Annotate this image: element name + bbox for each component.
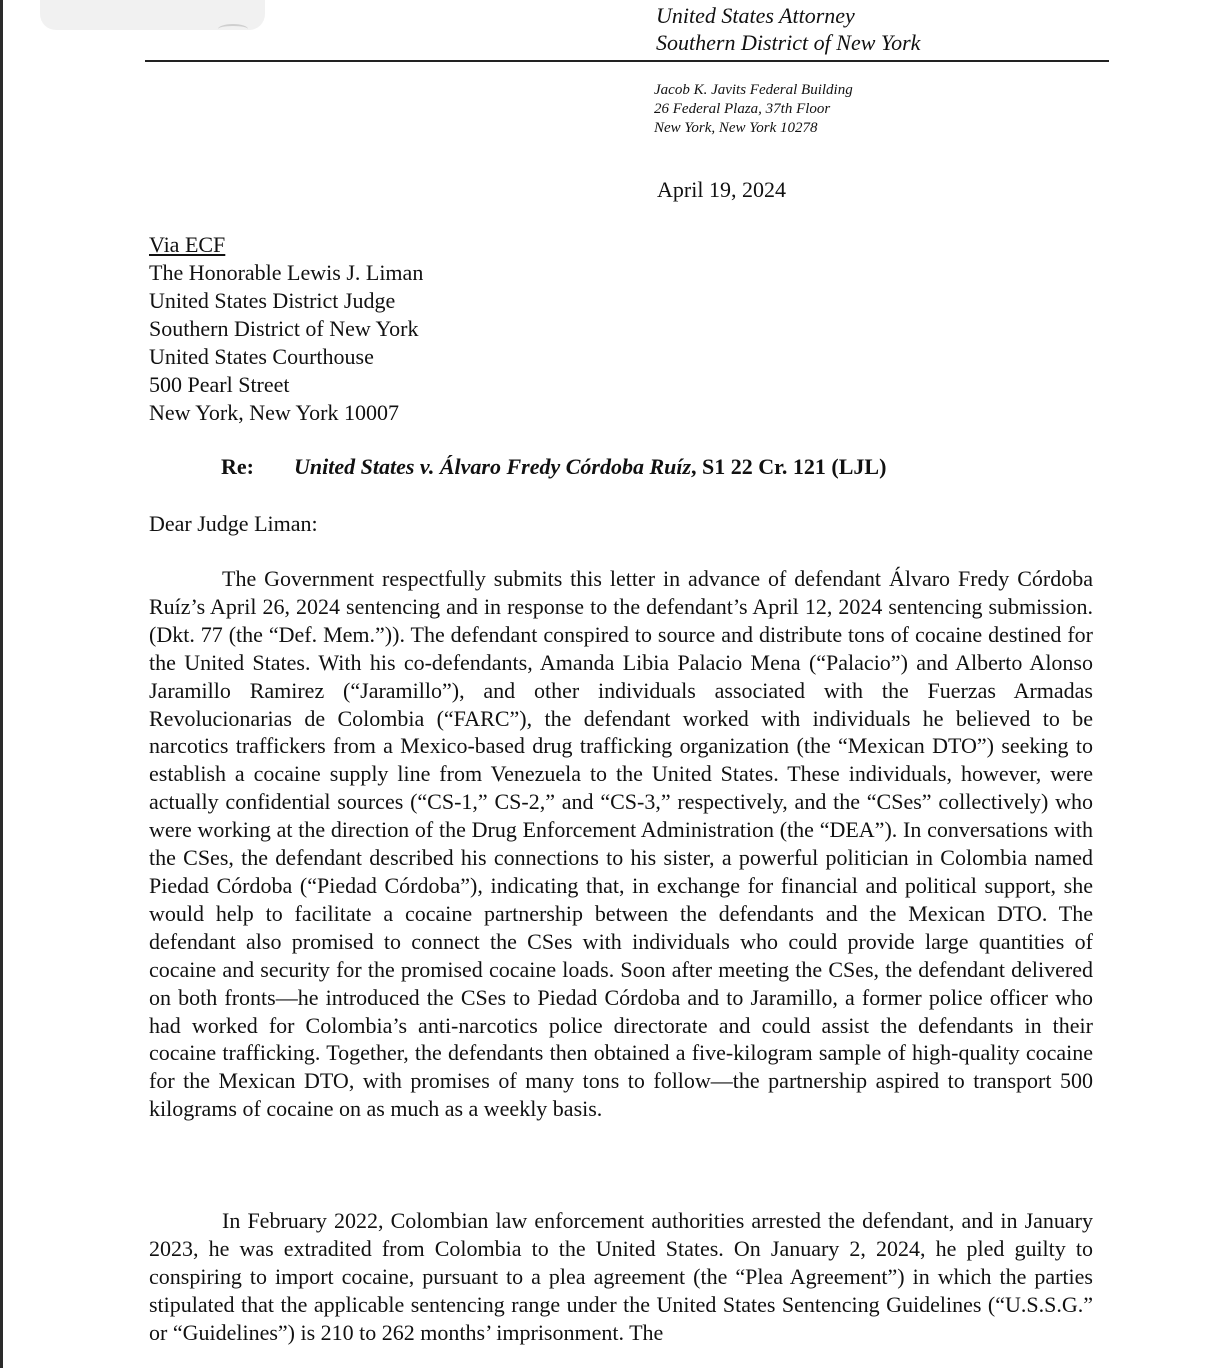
address-line-2: 26 Federal Plaza, 37th Floor	[654, 101, 831, 117]
subject-line	[221, 453, 886, 481]
browser-tab-fragment	[40, 0, 265, 30]
page-edge	[0, 0, 3, 1368]
letter-date: April 19, 2024	[657, 177, 786, 202]
recipient-block	[149, 231, 423, 427]
case-number: , S1 22 Cr. 121 (LJL)	[691, 454, 887, 479]
office-line-1: United States Attorney	[656, 3, 855, 28]
letterhead-divider	[145, 60, 1109, 62]
recipient-line: 500 Pearl Street	[149, 372, 290, 397]
recipient-line: United States District Judge	[149, 288, 396, 313]
address-line-1: Jacob K. Javits Federal Building	[654, 82, 853, 98]
body-paragraph: In February 2022, Colombian law enforcement authorities arrested the defendant, and in January 2023, he was extradited from Colombia to the United States. On January 2, 2024, he pled guilty to conspiring to import cocaine, pursuant to a plea agreement (the “Plea Agreement”) in which the parties stipulated that the applicable sentencing range under the United States Sentencing Guidelines (“U.S.S.G.” or “Guidelines”) is 210 to 262 months’ imprisonment. The	[149, 1208, 1093, 1345]
address-line-3: New York, New York 10278	[654, 120, 818, 136]
recipient-line: Southern District of New York	[149, 316, 419, 341]
body-paragraph: The Government respectfully submits this letter in advance of defendant Álvaro Fredy Córdoba Ruíz’s April 26, 2024 sentencing and in response to the defendant’s April 12, 2024 sentencing submission. (Dkt. 77 (the “Def. Mem.”)). The defendant conspired to source and distribute tons of cocaine destined for the United States. With his co-defendants, Amanda Libia Palacio Mena (“Palacio”) and Alberto Alonso Jaramillo Ramirez (“Jaramillo”), and other individuals associated with the Fuerzas Armadas Revolucionarias de Colombia (“FARC”), the defendant worked with individuals he believed to be narcotics traffickers from a Mexico-based drug trafficking organization (the “Mexican DTO”) seeking to establish a cocaine supply line from Venezuela to the United States. These individuals, however, were actually confidential sources (“CS-1,” CS-2,” and “CS-3,” respectively, and the “CSes” collectively) who were working at the direction of the Drug Enforcement Administration (the “DEA”). In conversations with the CSes, the defendant described his connections to his sister, a powerful politician in Colombia named Piedad Córdoba (“Piedad Córdoba”), indicating that, in exchange for financial and political support, she would help to facilitate a cocaine partnership between the defendants and the Mexican DTO. The defendant also promised to connect the CSes with individuals who could provide large quantities of cocaine and security for the promised cocaine loads. Soon after meeting the CSes, the defendant delivered on both fronts—he introduced the CSes to Piedad Córdoba and to Jaramillo, a former police officer who had worked for Colombia’s anti-narcotics police directorate and could assist the defendants in their cocaine trafficking. Together, the defendants then obtained a five-kilogram sample of high-quality cocaine for the Mexican DTO, with promises of many tons to follow—the partnership aspired to transport 500 kilograms of cocaine on as much as a weekly basis.	[149, 566, 1093, 1122]
recipient-line: New York, New York 10007	[149, 400, 399, 425]
tab-icon	[218, 24, 248, 34]
delivery-method: Via ECF	[149, 232, 226, 257]
recipient-line: United States Courthouse	[149, 344, 374, 369]
salutation: Dear Judge Liman:	[149, 511, 318, 536]
recipient-line: The Honorable Lewis J. Liman	[149, 260, 424, 285]
letterhead-office	[656, 2, 920, 56]
case-name: United States v. Álvaro Fredy Córdoba Ruíz	[294, 454, 692, 479]
office-line-2: Southern District of New York	[656, 30, 921, 55]
letterhead-address	[654, 81, 853, 138]
re-label: Re:	[221, 454, 254, 479]
